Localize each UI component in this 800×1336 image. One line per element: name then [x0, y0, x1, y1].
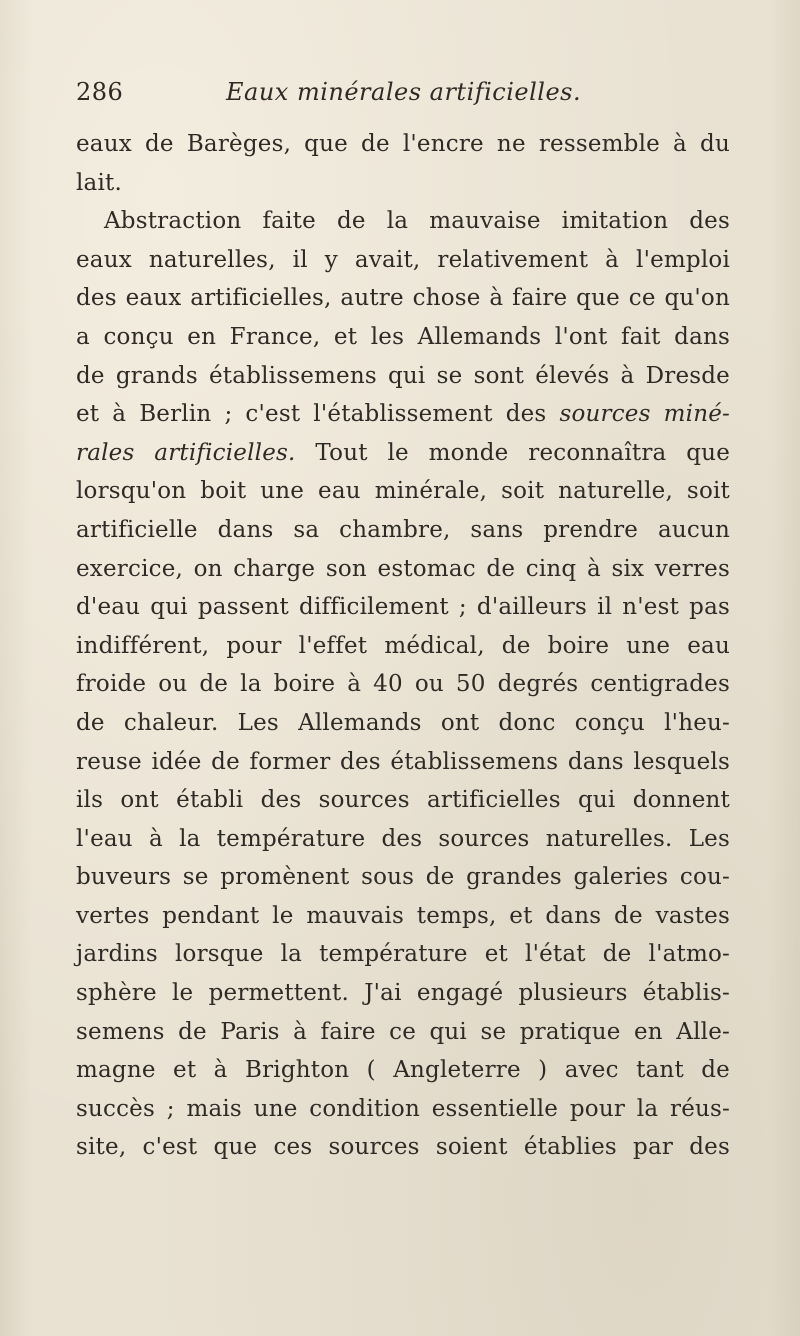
text-line: buveurs se promènent sous de grandes galeries cou- [76, 864, 730, 891]
text-line: magne et à Brighton ( Angleterre ) avec tant de [76, 1057, 730, 1084]
text-line: succès ; mais une condition essentielle pour la réus- [76, 1095, 730, 1122]
page-header [76, 78, 736, 110]
text-line: indifférent, pour l'effet médical, de boire une eau [76, 632, 730, 659]
text-line [76, 434, 730, 473]
text-line: eaux naturelles, il y avait, relativement à l'emploi [76, 246, 730, 273]
body-text [76, 125, 730, 1167]
text-line: reuse idée de former des établissemens dans lesquels [76, 748, 730, 775]
text-line: exercice, on charge son estomac de cinq à six verres [76, 555, 730, 582]
text-line: artificielle dans sa chambre, sans prendre aucun [76, 516, 730, 543]
page-number: 286 [76, 78, 124, 106]
text-line: semens de Paris à faire ce qui se pratique en Alle- [76, 1018, 730, 1045]
text-line [76, 395, 730, 434]
text-line: lorsqu'on boit une eau minérale, soit naturelle, soit [76, 478, 730, 505]
text-line: lait. [76, 169, 122, 196]
italic-text: sources miné- [559, 401, 731, 428]
text-line: ils ont établi des sources artificielles qui donnent [76, 787, 730, 814]
text-line: eaux de Barèges, que de l'encre ne ressemble à du [76, 131, 730, 157]
italic-text: rales artificielles. [76, 439, 296, 466]
paragraph-first-line: Abstraction faite de la mauvaise imitation des [104, 208, 730, 235]
text-line: de grands établissemens qui se sont élevés à Dresde [76, 362, 730, 389]
text-line: site, c'est que ces sources soient établies par des [76, 1134, 730, 1161]
text-line: d'eau qui passent difficilement ; d'ailleurs il n'est pas [76, 594, 730, 621]
text-segment: et à Berlin ; c'est l'établissement des [76, 401, 547, 428]
text-line: de chaleur. Les Allemands ont donc conçu l'heu- [76, 709, 730, 736]
text-line: sphère le permettent. J'ai engagé plusieurs établis- [76, 980, 730, 1007]
text-segment: Tout le monde reconnaîtra que [315, 439, 731, 466]
text-line: vertes pendant le mauvais temps, et dans de vastes [76, 902, 730, 929]
text-line: jardins lorsque la température et l'état de l'atmo- [76, 941, 730, 968]
running-title: Eaux minérales artificielles. [226, 78, 582, 106]
text-line: l'eau à la température des sources naturelles. Les [76, 825, 730, 852]
text-line: des eaux artificielles, autre chose à faire que ce qu'on [76, 285, 730, 312]
text-line: froide ou de la boire à 40 ou 50 degrés centigrades [76, 671, 730, 698]
text-line: a conçu en France, et les Allemands l'ont fait dans [76, 323, 730, 350]
